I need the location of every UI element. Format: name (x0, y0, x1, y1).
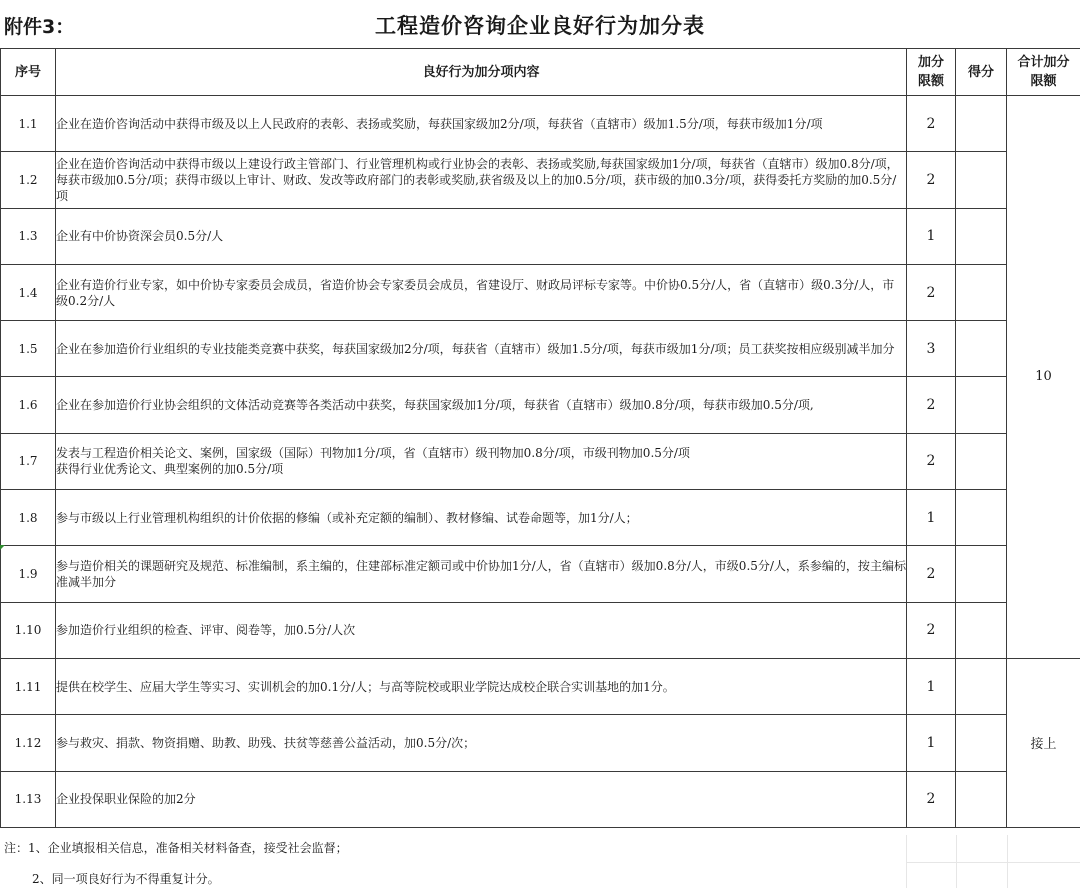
row-content: 企业投保职业保险的加2分 (56, 771, 907, 827)
row-content: 发表与工程造价相关论文、案例，国家级（国际）刊物加1分/项，省（直辖市）级刊物加0.8分/项，市级刊物加0.5分/项 获得行业优秀论文、典型案例的加0.5分/项 (56, 433, 907, 489)
table-row (1, 321, 1080, 377)
row-score-cell[interactable] (956, 771, 1007, 827)
row-number: 1.5 (1, 321, 56, 377)
row-score-cell[interactable] (956, 152, 1007, 208)
row-score-cell[interactable] (956, 96, 1007, 152)
row-content: 企业在参加造价行业组织的专业技能类竞赛中获奖，每获国家级加2分/项，每获省（直辖市）级加1.5分/项，每获市级加1分/项；员工获奖按相应级别减半加分 (56, 321, 907, 377)
table-row (1, 715, 1080, 771)
row-limit: 2 (907, 264, 956, 320)
row-score-cell[interactable] (956, 658, 1007, 714)
total-limit-group-2: 接上 (1007, 658, 1080, 827)
row-number: 1.8 (1, 490, 56, 546)
row-content: 参与市级以上行业管理机构组织的计价依据的修编（或补充定额的编制）、教材修编、试卷命题等，加1分/人； (56, 490, 907, 546)
table-row (1, 771, 1080, 827)
row-score-cell[interactable] (956, 546, 1007, 602)
row-limit: 1 (907, 658, 956, 714)
row-content: 参与造价相关的课题研究及规范、标准编制，系主编的，住建部标准定额司或中价协加1分/人，省（直辖市）级加0.8分/人，市级0.5分/人，系参编的，按主编标准减半加分 (56, 546, 907, 602)
col-header-score: 得分 (956, 49, 1007, 96)
table-row (1, 264, 1080, 320)
row-limit: 2 (907, 152, 956, 208)
row-limit: 2 (907, 546, 956, 602)
row-number: 1.3 (1, 208, 56, 264)
row-score-cell[interactable] (956, 602, 1007, 658)
table-row (1, 490, 1080, 546)
table-row (1, 377, 1080, 433)
row-score-cell[interactable] (956, 321, 1007, 377)
row-limit: 1 (907, 208, 956, 264)
note-line-2: 2、同一项良好行为不得重复计分。 (32, 872, 220, 886)
row-number: 1.10 (1, 602, 56, 658)
row-content: 企业有中价协资深会员0.5分/人 (56, 208, 907, 264)
table-row (1, 96, 1080, 152)
cell-comment-marker (0, 545, 5, 550)
row-number: 1.2 (1, 152, 56, 208)
page-title: 工程造价咨询企业良好行为加分表 (375, 14, 705, 38)
bonus-points-table (0, 48, 1080, 828)
row-number: 1.9 (1, 546, 56, 602)
row-limit: 1 (907, 715, 956, 771)
row-limit: 2 (907, 602, 956, 658)
row-content: 参加造价行业组织的检查、评审、阅卷等，加0.5分/人次 (56, 602, 907, 658)
row-limit: 2 (907, 96, 956, 152)
row-number: 1.13 (1, 771, 56, 827)
row-limit: 2 (907, 377, 956, 433)
row-score-cell[interactable] (956, 377, 1007, 433)
table-header-row (1, 49, 1080, 96)
col-header-content: 良好行为加分项内容 (56, 49, 907, 96)
row-content: 企业在造价咨询活动中获得市级以上建设行政主管部门、行业管理机构或行业协会的表彰、表扬或奖励,每获国家级加1分/项，每获省（直辖市）级加0.8分/项，每获市级加0.5分/项；获得市级以上审计、财政、发改等政府部门的表彰或奖励,获省级及以上的加0.5分/项，获市级的加0.3分/项，获得委托方奖励的加0.5分/项 (56, 152, 907, 208)
note-line-1: 注：1、企业填报相关信息，准备相关材料备查，接受社会监督； (4, 841, 348, 855)
row-content: 提供在校学生、应届大学生等实习、实训机会的加0.1分/人；与高等院校或职业学院达成校企联合实训基地的加1分。 (56, 658, 907, 714)
row-limit: 2 (907, 771, 956, 827)
row-limit: 3 (907, 321, 956, 377)
col-header-no: 序号 (1, 49, 56, 96)
table-row (1, 658, 1080, 714)
table-row (1, 546, 1080, 602)
table-row (1, 433, 1080, 489)
table-row (1, 152, 1080, 208)
row-score-cell[interactable] (956, 433, 1007, 489)
row-score-cell[interactable] (956, 264, 1007, 320)
row-score-cell[interactable] (956, 208, 1007, 264)
row-number: 1.1 (1, 96, 56, 152)
row-number: 1.6 (1, 377, 56, 433)
row-limit: 1 (907, 490, 956, 546)
row-content: 企业在造价咨询活动中获得市级及以上人民政府的表彰、表扬或奖励，每获国家级加2分/项，每获省（直辖市）级加1.5分/项，每获市级加1分/项 (56, 96, 907, 152)
row-limit: 2 (907, 433, 956, 489)
row-number: 1.4 (1, 264, 56, 320)
attachment-label: 附件3： (4, 16, 75, 38)
row-number: 1.12 (1, 715, 56, 771)
row-number: 1.7 (1, 433, 56, 489)
row-content: 企业有造价行业专家，如中价协专家委员会成员，省造价协会专家委员会成员，省建设厅、财政局评标专家等。中价协0.5分/人，省（直辖市）级0.3分/人，市级0.2分/人 (56, 264, 907, 320)
table-row (1, 208, 1080, 264)
row-content: 企业在参加造价行业协会组织的文体活动竞赛等各类活动中获奖，每获国家级加1分/项，每获省（直辖市）级加0.8分/项，每获市级加0.5分/项, (56, 377, 907, 433)
row-score-cell[interactable] (956, 715, 1007, 771)
row-score-cell[interactable] (956, 490, 1007, 546)
col-header-total: 合计加分 限额 (1007, 49, 1080, 96)
table-row (1, 602, 1080, 658)
total-limit-group-1: 10 (1007, 96, 1080, 659)
col-header-limit: 加分 限额 (907, 49, 956, 96)
empty-grid-cells (906, 835, 1080, 888)
row-content: 参与救灾、捐款、物资捐赠、助教、助残、扶贫等慈善公益活动，加0.5分/次； (56, 715, 907, 771)
row-number: 1.11 (1, 658, 56, 714)
page-header (0, 0, 1080, 48)
